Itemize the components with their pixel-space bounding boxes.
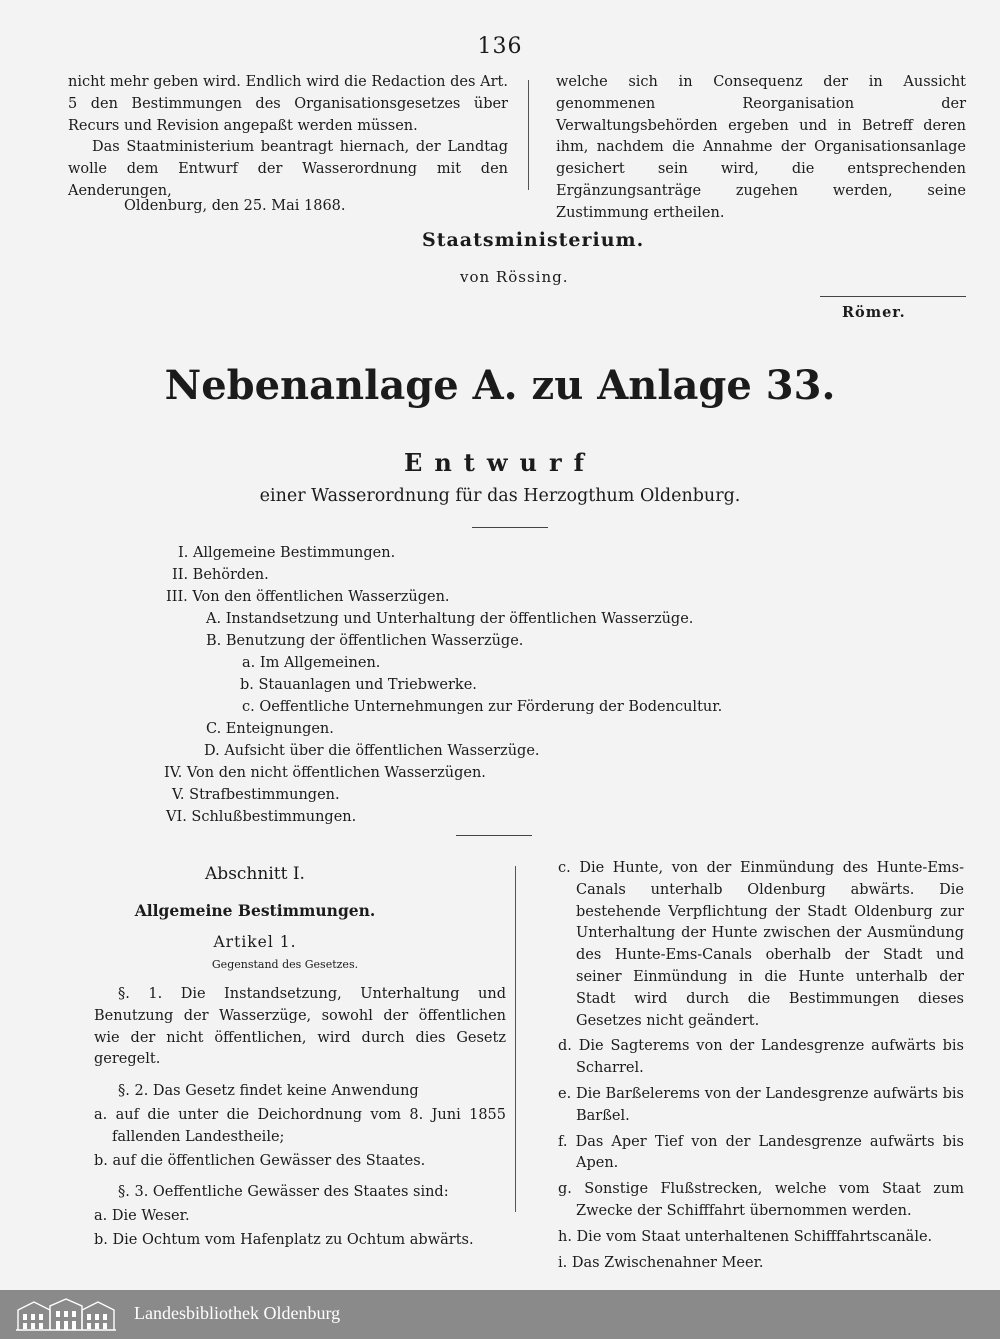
toc-item: c. Oeffentliche Unternehmungen zur Förderung der Bodencultur. (242, 699, 723, 715)
toc-item: I. Allgemeine Bestimmungen. (178, 545, 396, 561)
list-item: b. Die Ochtum vom Hafenplatz zu Ochtum abwärts. (94, 1231, 474, 1248)
column-divider (515, 866, 516, 1212)
paragraph: §. 2. Das Gesetz findet keine Anwendung (118, 1083, 419, 1100)
column-divider (528, 80, 529, 190)
list-item: b. auf die öffentlichen Gewässer des Staates. (94, 1152, 426, 1169)
list-item: a. auf die unter die Deichordnung vom 8. Juni 1855 fallenden Landestheile; (94, 1106, 506, 1145)
toc-item: A. Instandsetzung und Unterhaltung der öffentlichen Wasserzüge. (206, 611, 694, 627)
page-number: 136 (477, 34, 523, 59)
date-line: Oldenburg, den 25. Mai 1868. (124, 198, 346, 214)
toc-item: C. Enteignungen. (206, 721, 334, 737)
list-item: h. Die vom Staat unterhaltenen Schifffahrtscanäle. (558, 1228, 933, 1245)
toc-item: V. Strafbestimmungen. (172, 787, 340, 803)
article-number: Artikel 1. (213, 933, 297, 951)
toc-item: II. Behörden. (172, 567, 269, 583)
divider (456, 835, 532, 836)
library-footer (0, 1290, 1000, 1339)
divider (472, 527, 548, 528)
paragraph: welche sich in Consequenz der in Aussicht genommenen Reorganisation der Verwaltungsbehörden ergeben und in Betreff deren ihm, nachdem die Annahme der Organisationsanlage gesichert sein wird, die entsprechenden Ergänzungsanträge zugehen werden, seine Zustimmung ertheilen. (556, 74, 966, 221)
paragraph: Das Staatministerium beantragt hiernach, der Landtag wolle dem Entwurf der Wasserordnung mit den Aenderungen, (68, 139, 508, 199)
library-building-icon (14, 1296, 118, 1334)
list-item: d. Die Sagterems von der Landesgrenze aufwärts bis Scharrel. (558, 1038, 964, 1077)
toc-item: a. Im Allgemeinen. (242, 655, 381, 671)
toc-item: D. Aufsicht über die öffentlichen Wasserzüge. (204, 743, 540, 759)
toc-item: b. Stauanlagen und Triebwerke. (240, 677, 477, 693)
section-body (94, 984, 506, 1252)
paragraph: §. 1. Die Instandsetzung, Unterhaltung und Benutzung der Wasserzüge, sowohl der öffentlichen wie der nicht öffentlichen, wird durch dies Gesetz geregelt. (94, 986, 506, 1068)
top-left-column (68, 72, 508, 203)
toc-item: III. Von den öffentlichen Wasserzügen. (166, 589, 450, 605)
article-subject: Gegenstand des Gesetzes. (211, 958, 359, 971)
signature: von Rössing. (460, 268, 569, 286)
list-item: c. Die Hunte, von der Einmündung des Hunte-Ems-Canals unterhalb Oldenburg abwärts. Die bestehende Verpflichtung der Stadt Oldenburg zur Unterhaltung der Hunte zwischen der Ausmündung des Hunte-Ems-Canals oberhalb der Stadt und seiner Einmündung in die Hunte unterhalb der Stadt wird durch die Bestimmungen dieses Gesetzes nicht geändert. (558, 860, 964, 1029)
toc-item: IV. Von den nicht öffentlichen Wasserzügen. (164, 765, 486, 781)
list-item: a. Die Weser. (94, 1208, 190, 1225)
section-number: Abschnitt I. (205, 864, 305, 884)
section-heading: Allgemeine Bestimmungen. (134, 901, 376, 920)
signature: Römer. (842, 304, 906, 321)
page-title: Nebenanlage A. zu Anlage 33. (164, 362, 836, 409)
list-item: e. Die Barßelerems von der Landesgrenze aufwärts bis Barßel. (558, 1085, 964, 1124)
draft-subtitle: einer Wasserordnung für das Herzogthum Oldenburg. (259, 486, 741, 506)
signature-rule (820, 296, 966, 297)
paragraph: §. 3. Oeffentliche Gewässer des Staates sind: (118, 1184, 449, 1201)
top-right-column (556, 72, 966, 225)
library-name: Landesbibliothek Oldenburg (134, 1303, 341, 1323)
toc-item: VI. Schlußbestimmungen. (166, 809, 357, 825)
draft-heading: Entwurf (404, 448, 596, 477)
list-item: g. Sonstige Flußstrecken, welche vom Staat zum Zwecke der Schifffahrt übernommen werden. (558, 1181, 964, 1219)
toc-item: B. Benutzung der öffentlichen Wasserzüge. (206, 633, 524, 649)
list-item: i. Das Zwischenahner Meer. (558, 1254, 764, 1271)
ministry-name: Staatsministerium. (422, 229, 645, 251)
paragraph: nicht mehr geben wird. Endlich wird die Redaction des Art. 5 den Bestimmungen des Organisationsgesetzes über Recurs und Revision angepaßt werden müssen. (68, 74, 508, 134)
right-list-column (558, 858, 964, 1274)
list-item: f. Das Aper Tief von der Landesgrenze aufwärts bis Apen. (558, 1133, 964, 1172)
